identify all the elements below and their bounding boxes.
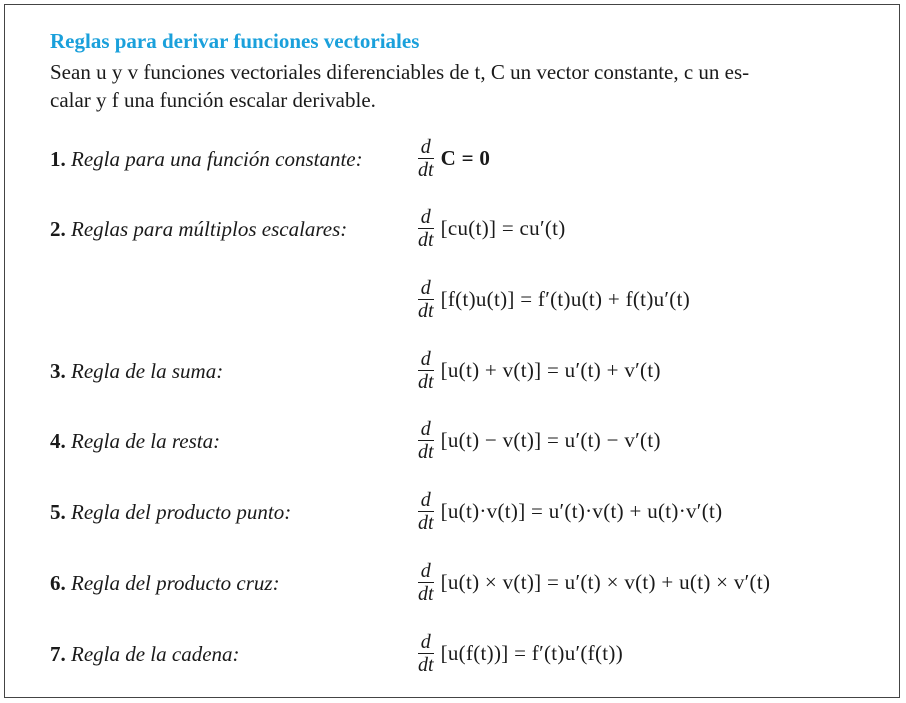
formula-expression: [u(t) + v(t)] = u′(t) + v′(t) — [440, 358, 661, 382]
rule-3-formula — [415, 348, 661, 393]
rule-6-label — [50, 571, 280, 596]
rule-name: Regla de la suma: — [71, 359, 224, 383]
rule-number: 3. — [50, 359, 66, 383]
rule-7-label — [50, 642, 240, 667]
rule-7-formula — [415, 631, 623, 676]
derivative-operator: $\frac{d}{dt}$ — [418, 136, 434, 181]
rule-2-label — [50, 217, 347, 242]
rule-number: 6. — [50, 571, 66, 595]
derivative-operator: $\frac{d}{dt}$ — [418, 206, 434, 251]
derivative-operator: $\frac{d}{dt}$ — [418, 489, 434, 534]
formula-expression: [u(f(t))] = f′(t)u′(f(t)) — [440, 641, 623, 665]
rule-2-formula-a — [415, 206, 566, 251]
rule-2-formula-b — [415, 277, 690, 322]
rule-name: Regla para una función constante: — [71, 147, 363, 171]
rule-1-label — [50, 147, 363, 172]
rule-number: 5. — [50, 500, 66, 524]
formula-expression: [u(t) × v(t)] = u′(t) × v(t) + u(t) × v′(t) — [440, 570, 771, 594]
formula-expression: C = 0 — [440, 146, 491, 170]
rule-number: 2. — [50, 217, 66, 241]
rule-4-formula — [415, 418, 661, 463]
rule-name: Regla de la cadena: — [71, 642, 240, 666]
rule-5-label — [50, 500, 291, 525]
rule-5-formula — [415, 489, 722, 534]
rule-1-formula — [415, 136, 490, 181]
rule-name: Regla del producto cruz: — [71, 571, 280, 595]
intro-text — [50, 58, 880, 114]
rule-name: Regla del producto punto: — [71, 500, 292, 524]
derivative-operator: $\frac{d}{dt}$ — [418, 418, 434, 463]
box-title: Reglas para derivar funciones vectoriales — [50, 29, 420, 53]
rule-6-formula — [415, 560, 770, 605]
rule-name: Reglas para múltiplos escalares: — [71, 217, 348, 241]
rule-3-label — [50, 359, 223, 384]
formula-expression: [u(t) − v(t)] = u′(t) − v′(t) — [440, 428, 661, 452]
formula-expression: [u(t)·v(t)] = u′(t)·v(t) + u(t)·v′(t) — [440, 499, 723, 523]
intro-line-1: Sean u y v funciones vectoriales diferenciables de t, C un vector constante, c un es- — [50, 60, 750, 84]
derivative-operator: $\frac{d}{dt}$ — [418, 348, 434, 393]
derivative-operator: $\frac{d}{dt}$ — [418, 560, 434, 605]
rule-4-label — [50, 429, 220, 454]
derivative-operator: $\frac{d}{dt}$ — [418, 277, 434, 322]
formula-expression: [f(t)u(t)] = f′(t)u(t) + f(t)u′(t) — [440, 287, 691, 311]
derivative-operator: $\frac{d}{dt}$ — [418, 631, 434, 676]
rule-number: 4. — [50, 429, 66, 453]
intro-line-2: calar y f una función escalar derivable. — [50, 88, 376, 112]
rule-number: 7. — [50, 642, 66, 666]
formula-expression: [cu(t)] = cu′(t) — [440, 216, 566, 240]
rule-number: 1. — [50, 147, 66, 171]
rule-name: Regla de la resta: — [71, 429, 221, 453]
